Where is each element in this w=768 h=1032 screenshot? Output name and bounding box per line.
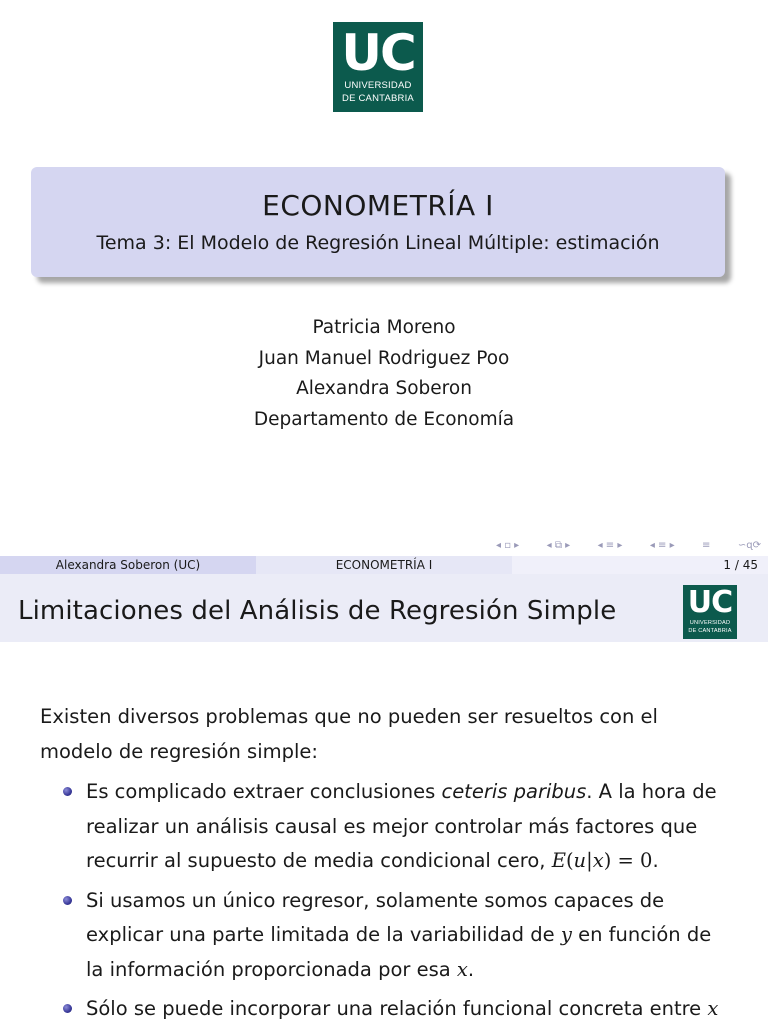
footer-page-number: 1 / 45 [512, 556, 768, 574]
frame-title: Limitaciones del Análisis de Regresión Simple [18, 596, 617, 626]
logo-initials: UC [341, 24, 415, 82]
bullet-icon [63, 1004, 72, 1013]
nav-outline-icon[interactable]: ≡ [702, 539, 711, 551]
author-list [0, 313, 768, 435]
bullet-item [40, 775, 730, 879]
beamer-navigation [496, 537, 761, 553]
nav-section-icon[interactable]: ◂ ≡ ▸ [649, 539, 675, 551]
author-name: Alexandra Soberon [296, 378, 472, 399]
bullet-item [40, 992, 730, 1027]
emphasis-text: ceteris paribus [441, 780, 587, 803]
department-name: Departamento de Economía [253, 408, 515, 430]
math-variable: y [560, 923, 572, 946]
author-name: Juan Manuel Rodriguez Poo [258, 347, 510, 369]
university-logo-small [683, 585, 737, 639]
presentation-title: ECONOMETRÍA I [262, 189, 494, 222]
logo-line1: UNIVERSIDAD [344, 80, 412, 91]
logo-initials: UC [687, 585, 733, 620]
text-run: . [652, 849, 659, 872]
author-name: Patricia Moreno [312, 317, 456, 338]
bullet-icon [63, 787, 72, 796]
logo-line2: DE CANTABRIA [688, 628, 732, 635]
footer-course: ECONOMETRÍA I [256, 556, 512, 574]
math-variable: x [456, 957, 468, 981]
formula: E(u|x) = 0 [551, 849, 653, 872]
bullet-list [40, 775, 730, 1027]
title-block [31, 167, 725, 277]
university-logo [333, 22, 423, 112]
logo-line1: UNIVERSIDAD [689, 620, 731, 626]
nav-frame-icon[interactable]: ◂ ⧉ ▸ [546, 539, 571, 551]
slide-footer [0, 556, 768, 574]
intro-paragraph: Existen diversos problemas que no pueden ser resueltos con el modelo de regresión simple: [40, 705, 658, 763]
nav-slide-icon[interactable]: ◂ ▫ ▸ [496, 539, 520, 551]
text-run: . [467, 957, 475, 981]
text-run: Es complicado extraer conclusiones [86, 780, 442, 803]
bullet-item [40, 884, 730, 988]
logo-line2: DE CANTABRIA [342, 93, 414, 105]
nav-subsection-icon[interactable]: ◂ ≡ ▸ [597, 539, 623, 551]
bullet-icon [63, 896, 72, 905]
text-run: Sólo se puede incorporar una relación funcional concreta entre [86, 997, 708, 1020]
slide-body [40, 700, 730, 1032]
math-variable: x [707, 997, 719, 1020]
text-run: . A la hora de realizar un análisis causal es mejor controlar más factores que recurrir al supuesto de media condicional cero, [86, 780, 717, 872]
frame-title-bar [0, 574, 768, 642]
text-run: en función de la información proporcionada por esa [86, 923, 712, 981]
footer-author: Alexandra Soberon (UC) [0, 556, 256, 574]
presentation-subtitle: Tema 3: El Modelo de Regresión Lineal Múltiple: estimación [96, 232, 660, 254]
nav-search-icon[interactable]: ∽ɋ⟳ [737, 539, 761, 551]
text-run: Si usamos un único regresor, solamente somos capaces de explicar una parte limitada de la variabilidad de [86, 888, 665, 946]
